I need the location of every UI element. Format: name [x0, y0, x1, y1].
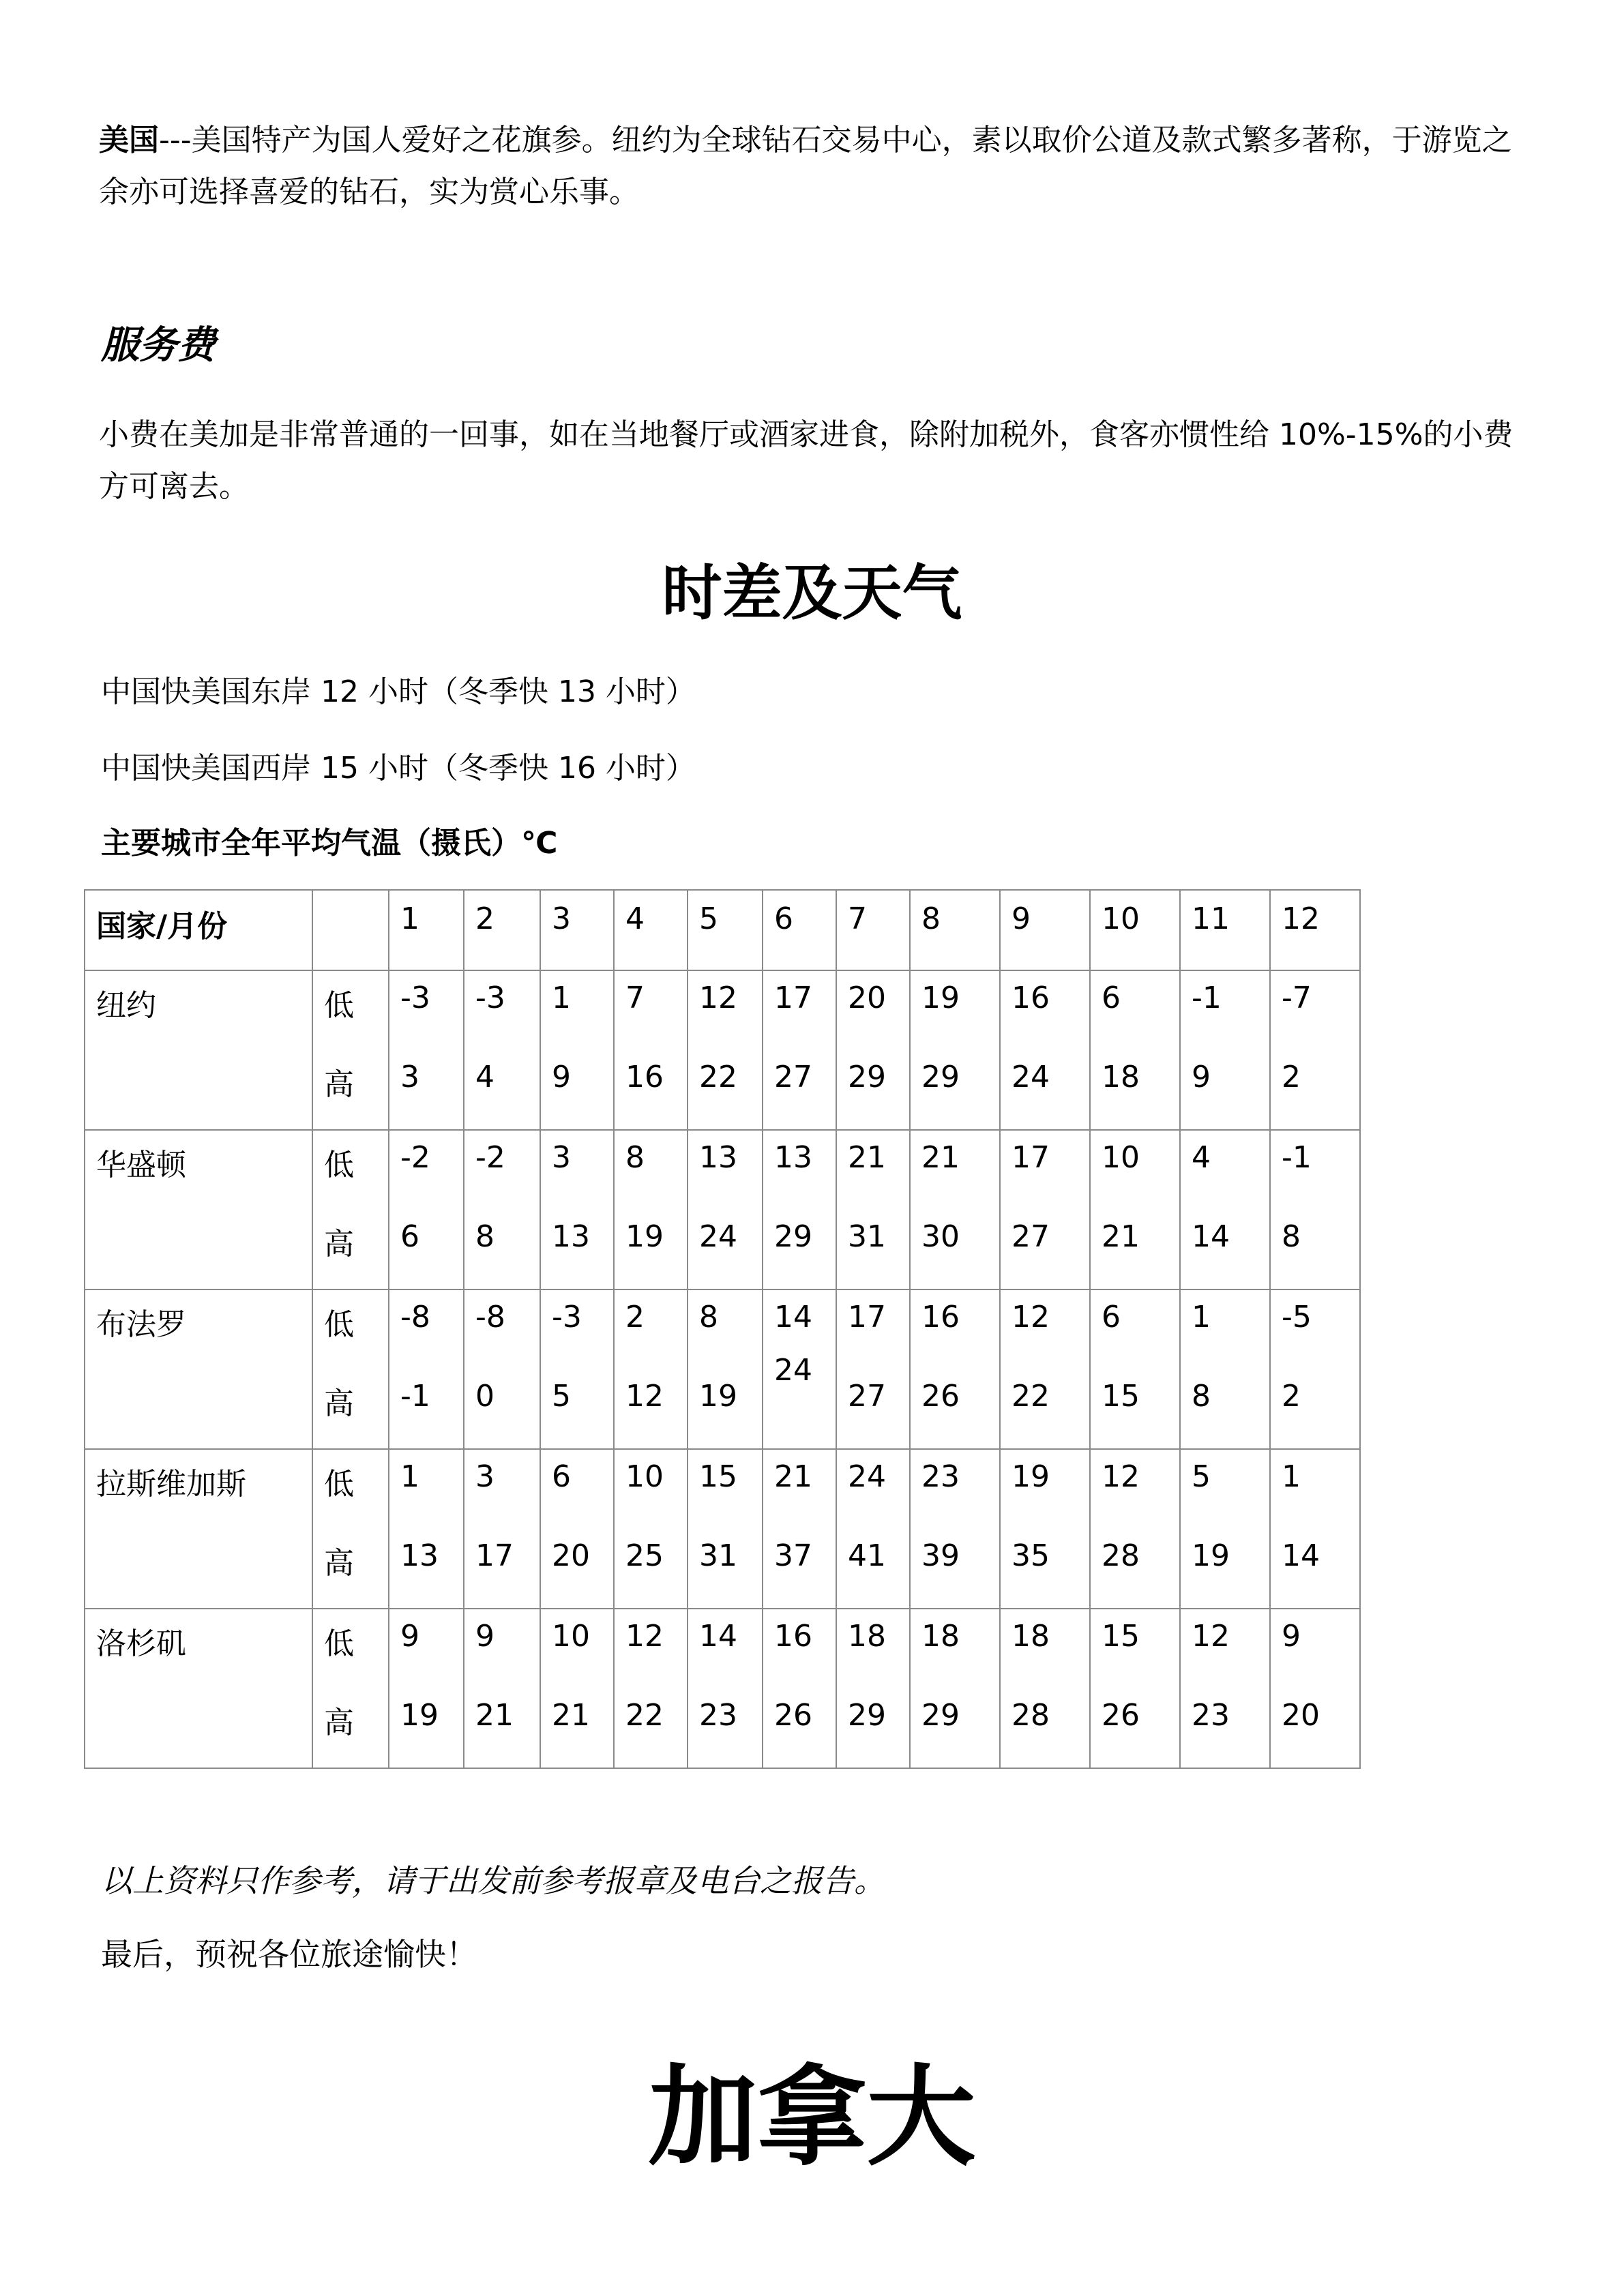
usa-shopping-paragraph [99, 115, 1538, 218]
high-temp-value: 21 [475, 1698, 514, 1733]
service-fee-text-1: 小费在美加是非常普通的一回事，如在当地餐厅或酒家进食，除附加税外，食客亦惯性给 10%-15%的小费 [99, 417, 1514, 452]
high-temp-value: 19 [1192, 1538, 1230, 1573]
high-temp-value: 0 [475, 1379, 494, 1414]
low-temp-value: 18 [1012, 1619, 1050, 1654]
high-temp-value: 16 [625, 1060, 664, 1094]
month-label: 11 [1192, 901, 1230, 936]
high-temp-value: 4 [475, 1060, 494, 1094]
city-name: 拉斯维加斯 [96, 1467, 246, 1502]
low-high-label-cell [312, 1130, 389, 1289]
high-temp-value: 22 [625, 1698, 664, 1733]
low-temp-value: -1 [1282, 1140, 1312, 1175]
city-name-cell [85, 970, 312, 1130]
header-month-cell [836, 890, 910, 970]
high-temp-value: 25 [625, 1538, 664, 1573]
high-temp-value: 21 [1102, 1219, 1140, 1254]
low-temp-value: 20 [848, 981, 886, 1015]
month-label: 2 [475, 901, 494, 936]
header-month-cell [540, 890, 614, 970]
temperature-cell [614, 970, 688, 1130]
low-temp-value: -8 [475, 1300, 505, 1335]
table-row [85, 1130, 1360, 1289]
low-temp-value: 12 [1102, 1459, 1140, 1494]
temperature-cell [763, 1449, 836, 1609]
temperature-cell [1000, 1609, 1090, 1768]
low-temp-value: 12 [625, 1619, 664, 1654]
high-temp-value: 8 [1282, 1219, 1301, 1254]
low-temp-value: -1 [1192, 981, 1222, 1015]
service-fee-heading: 服务费 [101, 323, 216, 368]
temperature-cell [688, 1289, 763, 1449]
temperature-cell [1090, 1449, 1180, 1609]
header-month-cell [1180, 890, 1270, 970]
temperature-cell [910, 1289, 1000, 1449]
high-temp-value: 28 [1012, 1698, 1050, 1733]
time-weather-heading: 时差及天气 [662, 558, 962, 628]
temperature-cell [910, 970, 1000, 1130]
temperature-cell [464, 1130, 540, 1289]
city-name: 洛杉矶 [96, 1626, 186, 1661]
temperature-cell [1090, 970, 1180, 1130]
high-temp-value: 41 [848, 1538, 886, 1573]
low-temp-value: 10 [625, 1459, 664, 1494]
high-temp-value: 24 [699, 1219, 737, 1254]
usa-shopping-text-2: 余亦可选择喜爱的钻石，实为赏心乐事。 [99, 175, 639, 209]
high-temp-value: 35 [1012, 1538, 1050, 1573]
high-temp-value: 23 [1192, 1698, 1230, 1733]
high-label: 高 [324, 1546, 354, 1581]
high-temp-value: 13 [552, 1219, 590, 1254]
high-temp-value: 20 [1282, 1698, 1320, 1733]
header-month-cell [1270, 890, 1360, 970]
month-label: 3 [552, 901, 571, 936]
low-temp-value: 8 [625, 1140, 645, 1175]
month-label: 8 [921, 901, 941, 936]
header-country-month-cell [85, 890, 312, 970]
low-temp-value: 18 [921, 1619, 960, 1654]
header-blank-cell [312, 890, 389, 970]
low-temp-value: 8 [699, 1300, 718, 1335]
high-temp-value: 27 [848, 1379, 886, 1414]
low-temp-value: -2 [400, 1140, 430, 1175]
low-temp-value: 12 [1012, 1300, 1050, 1335]
high-temp-value: -1 [400, 1379, 430, 1414]
high-temp-value: 2 [1282, 1060, 1301, 1094]
temperature-cell [910, 1609, 1000, 1768]
temperature-cell [464, 1609, 540, 1768]
temperature-cell [688, 1130, 763, 1289]
city-name: 布法罗 [96, 1307, 186, 1342]
temperature-cell [614, 1609, 688, 1768]
low-temp-value: 3 [552, 1140, 571, 1175]
temperature-cell [614, 1289, 688, 1449]
high-label: 高 [324, 1386, 354, 1421]
low-temp-value: 16 [1012, 981, 1050, 1015]
temperature-cell [1180, 970, 1270, 1130]
low-temp-value: 21 [774, 1459, 812, 1494]
temperature-cell [540, 1130, 614, 1289]
low-temp-value: 17 [774, 981, 812, 1015]
high-temp-value: 13 [400, 1538, 439, 1573]
high-temp-value: 29 [921, 1060, 960, 1094]
low-temp-value: 17 [1012, 1140, 1050, 1175]
low-high-label-cell [312, 970, 389, 1130]
low-temp-value: 14 [774, 1300, 812, 1335]
low-temp-value: -8 [400, 1300, 430, 1335]
temperature-cell [836, 1609, 910, 1768]
temperature-cell [1270, 970, 1360, 1130]
low-temp-value: 3 [475, 1459, 494, 1494]
high-temp-value: 8 [1192, 1379, 1211, 1414]
city-name-cell [85, 1449, 312, 1609]
city-name-cell [85, 1130, 312, 1289]
temperature-cell [836, 970, 910, 1130]
header-month-cell [389, 890, 464, 970]
low-temp-value: 21 [848, 1140, 886, 1175]
low-temp-value: 9 [475, 1619, 494, 1654]
high-temp-value: 24 [1012, 1060, 1050, 1094]
low-temp-value: 6 [552, 1459, 571, 1494]
low-temp-value: 17 [848, 1300, 886, 1335]
low-temp-value: 19 [921, 981, 960, 1015]
temperature-cell [389, 1449, 464, 1609]
low-temp-value: 5 [1192, 1459, 1211, 1494]
low-temp-value: 9 [400, 1619, 419, 1654]
high-temp-value: 29 [921, 1698, 960, 1733]
high-temp-value: 30 [921, 1219, 960, 1254]
high-label: 高 [324, 1227, 354, 1262]
city-name-cell [85, 1289, 312, 1449]
month-label: 12 [1282, 901, 1320, 936]
temperature-cell [836, 1130, 910, 1289]
high-temp-value: 19 [400, 1698, 439, 1733]
temperature-cell [1090, 1609, 1180, 1768]
high-temp-value: 27 [774, 1060, 812, 1094]
table-row [85, 1449, 1360, 1609]
temperature-cell [464, 970, 540, 1130]
low-temp-value: -5 [1282, 1300, 1312, 1335]
high-temp-value: 18 [1102, 1060, 1140, 1094]
temperature-cell [836, 1289, 910, 1449]
table-caption: 主要城市全年平均气温（摄氏）℃ [101, 826, 558, 861]
low-label: 低 [324, 1148, 354, 1182]
low-label: 低 [324, 1626, 354, 1661]
high-temp-value: 19 [699, 1379, 737, 1414]
high-temp-value: 21 [552, 1698, 590, 1733]
low-temp-value: 16 [774, 1619, 812, 1654]
usa-label: 美国 [99, 123, 159, 158]
temperature-cell [910, 1130, 1000, 1289]
high-temp-value: 26 [774, 1698, 812, 1733]
low-label: 低 [324, 1307, 354, 1342]
header-month-cell [464, 890, 540, 970]
temperature-cell [763, 1609, 836, 1768]
low-temp-value: 6 [1102, 981, 1121, 1015]
service-fee-text-2: 方可离去。 [99, 469, 249, 504]
temperature-cell [389, 1289, 464, 1449]
high-temp-value: 26 [921, 1379, 960, 1414]
low-label: 低 [324, 1467, 354, 1502]
high-temp-value: 28 [1102, 1538, 1140, 1573]
temperature-cell [763, 970, 836, 1130]
table-row [85, 1609, 1360, 1768]
low-temp-value: 12 [1192, 1619, 1230, 1654]
temperature-cell [688, 970, 763, 1130]
temperature-cell [1180, 1609, 1270, 1768]
low-temp-value: 10 [552, 1619, 590, 1654]
low-temp-value: -3 [400, 981, 430, 1015]
low-temp-value: 9 [1282, 1619, 1301, 1654]
temperature-cell [389, 1609, 464, 1768]
temperature-cell [763, 1289, 836, 1449]
high-temp-value: 20 [552, 1538, 590, 1573]
low-temp-value: 15 [1102, 1619, 1140, 1654]
high-label: 高 [324, 1067, 354, 1102]
temperature-cell [614, 1449, 688, 1609]
low-high-label-cell [312, 1449, 389, 1609]
high-temp-value: 37 [774, 1538, 812, 1573]
low-high-label-cell [312, 1289, 389, 1449]
temperature-cell [1090, 1130, 1180, 1289]
high-label: 高 [324, 1705, 354, 1740]
low-temp-value: -7 [1282, 981, 1312, 1015]
temperature-cell [688, 1609, 763, 1768]
city-name: 华盛顿 [96, 1148, 186, 1182]
temperature-cell [763, 1130, 836, 1289]
high-temp-value: 29 [774, 1219, 812, 1254]
high-temp-value: 19 [625, 1219, 664, 1254]
high-temp-value: 14 [1282, 1538, 1320, 1573]
low-temp-value: -3 [552, 1300, 582, 1335]
temperature-cell [1090, 1289, 1180, 1449]
high-temp-value: 2 [1282, 1379, 1301, 1414]
high-temp-value: 9 [552, 1060, 571, 1094]
high-temp-value: 22 [1012, 1379, 1050, 1414]
temperature-cell [540, 1289, 614, 1449]
high-temp-value: 31 [699, 1538, 737, 1573]
low-temp-value: 15 [699, 1459, 737, 1494]
high-temp-value: 3 [400, 1060, 419, 1094]
high-temp-value: 27 [1012, 1219, 1050, 1254]
table-row [85, 1289, 1360, 1449]
temperature-cell [910, 1449, 1000, 1609]
temperature-cell [1270, 1130, 1360, 1289]
header-month-cell [1090, 890, 1180, 970]
farewell-text: 最后，预祝各位旅途愉快！ [101, 1936, 477, 1973]
month-label: 6 [774, 901, 793, 936]
low-temp-value: 4 [1192, 1140, 1211, 1175]
high-temp-value: 24 [774, 1353, 812, 1388]
low-temp-value: 19 [1012, 1459, 1050, 1494]
high-temp-value: 12 [625, 1379, 664, 1414]
temperature-cell [1270, 1449, 1360, 1609]
temperature-cell [464, 1289, 540, 1449]
high-temp-value: 14 [1192, 1219, 1230, 1254]
high-temp-value: 26 [1102, 1698, 1140, 1733]
header-month-cell [688, 890, 763, 970]
low-temp-value: 7 [625, 981, 645, 1015]
temperature-cell [1000, 1289, 1090, 1449]
high-temp-value: 23 [699, 1698, 737, 1733]
table-row [85, 970, 1360, 1130]
high-temp-value: 29 [848, 1698, 886, 1733]
month-label: 4 [625, 901, 645, 936]
table-header-row [85, 890, 1360, 970]
header-country-month-label: 国家/月份 [96, 909, 228, 944]
low-temp-value: 13 [774, 1140, 812, 1175]
high-temp-value: 39 [921, 1538, 960, 1573]
service-fee-paragraph [99, 409, 1538, 513]
temperature-cell [389, 970, 464, 1130]
temperature-cell [1000, 1449, 1090, 1609]
low-temp-value: 16 [921, 1300, 960, 1335]
west-coast-time-diff: 中国快美国西岸 15 小时（冬季快 16 小时） [101, 751, 696, 786]
month-label: 9 [1012, 901, 1031, 936]
header-month-cell [1000, 890, 1090, 970]
low-label: 低 [324, 988, 354, 1023]
month-label: 5 [699, 901, 718, 936]
high-temp-value: 17 [475, 1538, 514, 1573]
temperature-cell [1180, 1130, 1270, 1289]
low-temp-value: 1 [1282, 1459, 1301, 1494]
low-temp-value: 24 [848, 1459, 886, 1494]
high-temp-value: 5 [552, 1379, 571, 1414]
low-temp-value: 1 [552, 981, 571, 1015]
high-temp-value: 9 [1192, 1060, 1211, 1094]
temperature-cell [540, 1449, 614, 1609]
header-month-cell [614, 890, 688, 970]
temperature-cell [540, 970, 614, 1130]
low-high-label-cell [312, 1609, 389, 1768]
temperature-cell [389, 1130, 464, 1289]
temperature-cell [688, 1449, 763, 1609]
temperature-cell [614, 1130, 688, 1289]
low-temp-value: 12 [699, 981, 737, 1015]
temperature-cell [836, 1449, 910, 1609]
high-temp-value: 29 [848, 1060, 886, 1094]
low-temp-value: -2 [475, 1140, 505, 1175]
low-temp-value: 2 [625, 1300, 645, 1335]
low-temp-value: 6 [1102, 1300, 1121, 1335]
climate-table [84, 889, 1361, 1769]
low-temp-value: 13 [699, 1140, 737, 1175]
low-temp-value: 10 [1102, 1140, 1140, 1175]
low-temp-value: 1 [400, 1459, 419, 1494]
low-temp-value: 23 [921, 1459, 960, 1494]
high-temp-value: 15 [1102, 1379, 1140, 1414]
disclaimer-note: 以上资料只作参考，请于出发前参考报章及电台之报告。 [101, 1862, 885, 1899]
usa-shopping-text-1: ---美国特产为国人爱好之花旗参。纽约为全球钻石交易中心，素以取价公道及款式繁多著称，于游览之 [159, 123, 1512, 158]
temperature-cell [1180, 1449, 1270, 1609]
header-month-cell [910, 890, 1000, 970]
low-temp-value: 14 [699, 1619, 737, 1654]
low-temp-value: 21 [921, 1140, 960, 1175]
east-coast-time-diff: 中国快美国东岸 12 小时（冬季快 13 小时） [101, 674, 696, 709]
temperature-cell [464, 1449, 540, 1609]
city-name-cell [85, 1609, 312, 1768]
temperature-cell [1000, 970, 1090, 1130]
temperature-cell [1000, 1130, 1090, 1289]
city-name: 纽约 [96, 988, 156, 1023]
temperature-cell [1270, 1289, 1360, 1449]
temperature-cell [1270, 1609, 1360, 1768]
low-temp-value: 18 [848, 1619, 886, 1654]
temperature-cell [1180, 1289, 1270, 1449]
temperature-cell [540, 1609, 614, 1768]
high-temp-value: 6 [400, 1219, 419, 1254]
low-temp-value: -3 [475, 981, 505, 1015]
high-temp-value: 31 [848, 1219, 886, 1254]
month-label: 1 [400, 901, 419, 936]
high-temp-value: 8 [475, 1219, 494, 1254]
high-temp-value: 22 [699, 1060, 737, 1094]
low-temp-value: 1 [1192, 1300, 1211, 1335]
canada-heading: 加拿大 [648, 2053, 976, 2181]
month-label: 10 [1102, 901, 1140, 936]
month-label: 7 [848, 901, 867, 936]
header-month-cell [763, 890, 836, 970]
